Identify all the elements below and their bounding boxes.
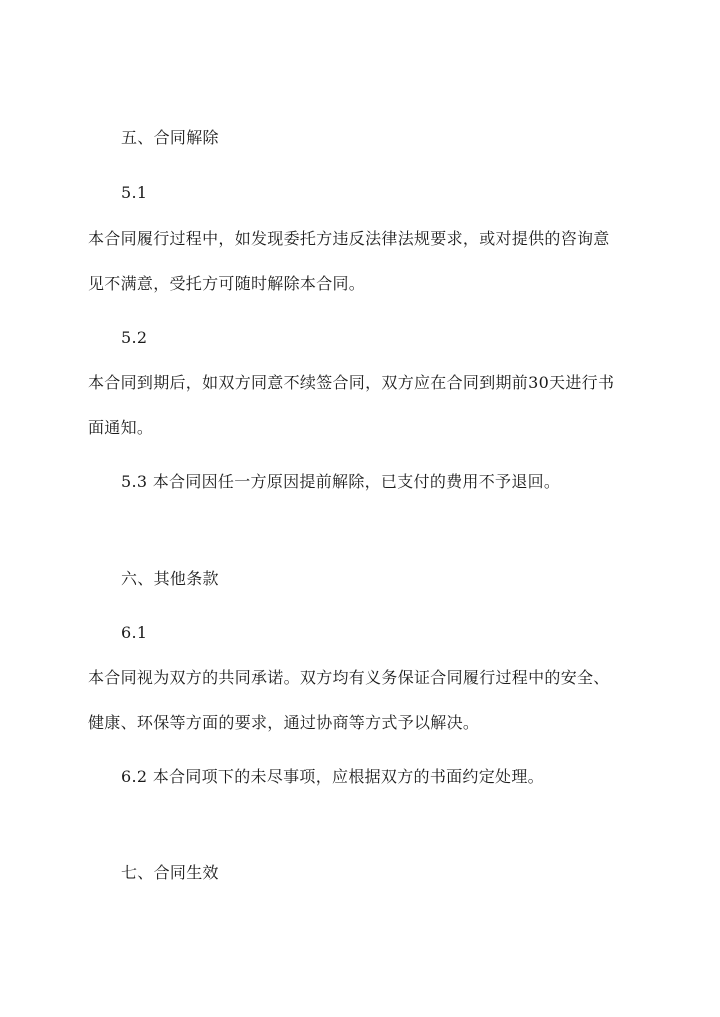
clause-5-2-line-1: 本合同到期后，如双方同意不续签合同，双方应在合同到期前30天进行书 [88, 373, 615, 392]
clause-6-1-line-2: 健康、环保等方面的要求，通过协商等方式予以解决。 [88, 713, 480, 732]
clause-6-1-line-1: 本合同视为双方的共同承诺。双方均有义务保证合同履行过程中的安全、 [88, 668, 610, 687]
clause-number-5-2: 5.2 [121, 328, 148, 347]
clause-5-1-line-2: 见不满意，受托方可随时解除本合同。 [88, 274, 366, 293]
clause-5-1-line-1: 本合同履行过程中，如发现委托方违反法律法规要求，或对提供的咨询意 [88, 229, 610, 248]
clause-6-2: 6.2 本合同项下的未尽事项，应根据双方的书面约定处理。 [121, 767, 544, 786]
clause-number-6-1: 6.1 [121, 623, 148, 642]
section-heading-other-terms: 六、其他条款 [121, 569, 219, 588]
section-heading-effectiveness: 七、合同生效 [121, 863, 219, 882]
clause-number-5-1: 5.1 [121, 183, 148, 202]
clause-5-2-line-2: 面通知。 [88, 418, 154, 437]
section-heading-termination: 五、合同解除 [121, 128, 219, 147]
clause-5-3: 5.3 本合同因任一方原因提前解除，已支付的费用不予退回。 [121, 472, 561, 491]
